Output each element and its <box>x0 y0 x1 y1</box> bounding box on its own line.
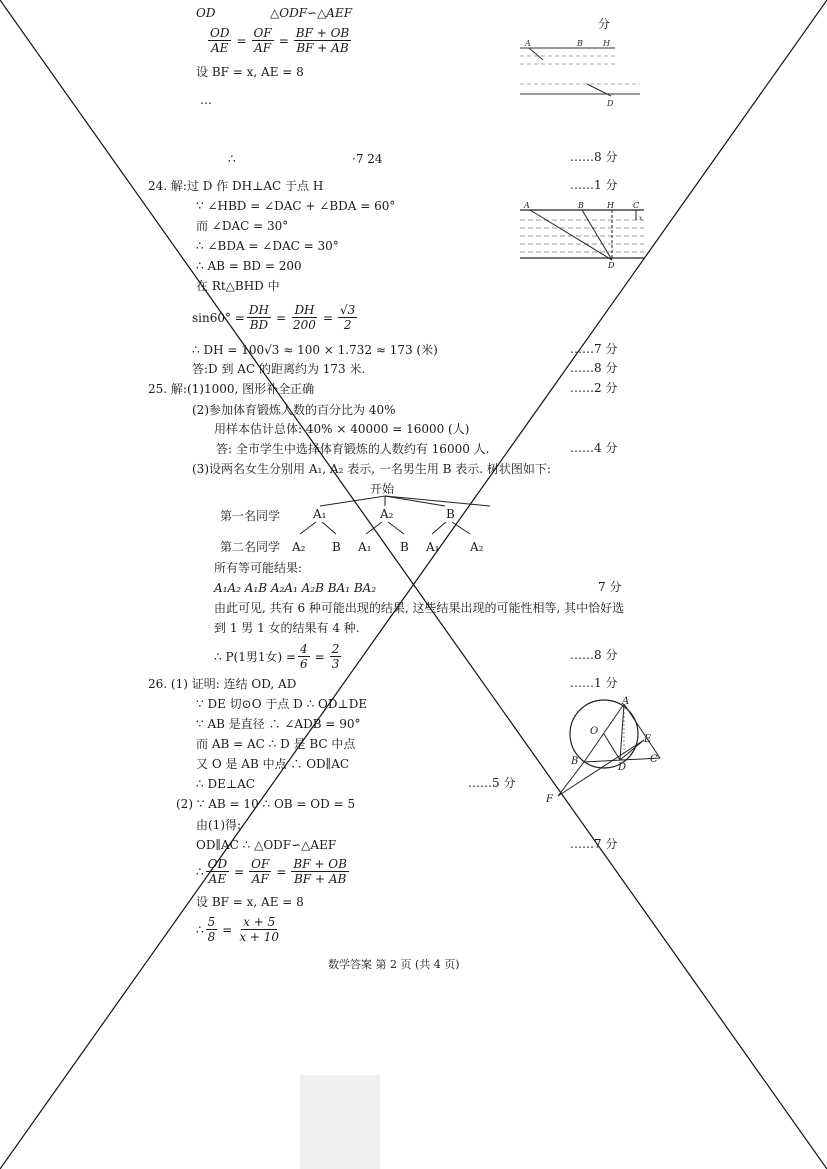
tree-leaf-3: A₁ <box>358 540 372 554</box>
q24-sine-equation: sin60° = $\frac{DH}{BD}$ = $\frac{DH}{200}$ = $\frac{√3}{2}$ <box>192 303 356 332</box>
tree-node-a1: A₁ <box>313 507 327 521</box>
q26-line-1: 26. (1) 证明: 连结 OD, AD <box>148 677 297 691</box>
q24-points-7: ……7 分 <box>570 342 618 356</box>
q26-line-2: ∵ DE 切⊙O 于点 D ∴ OD⊥DE <box>196 697 368 711</box>
q24-line-6: 在 Rt△BHD 中 <box>196 279 280 293</box>
top-fig-b: B <box>577 39 583 48</box>
q25-line-4: 答: 全市学生中选择体育锻炼的人数约有 16000 人. <box>216 442 490 456</box>
q26-fig-f: F <box>546 794 553 805</box>
q24-fig-a: A <box>524 201 530 210</box>
q26-fig-o: O <box>590 726 599 737</box>
tree-node-a2: A₂ <box>380 507 394 521</box>
q25-probability: ∴ P(1男1女) = $\frac{4}{6}$ = $\frac{2}{3}$ <box>214 642 340 671</box>
q25-line-9: 到 1 男 1 女的结果有 4 种. <box>214 621 360 635</box>
q26-points-5: ……5 分 <box>468 776 516 790</box>
q26-proportion: ∴ $\frac{OD}{AE}$ = $\frac{OF}{AF}$ = $\frac{BF + OB}{BF + AB}$ <box>196 857 347 886</box>
top-line-4: … <box>200 93 212 107</box>
tree-row1-label: 第一名同学 <box>220 509 281 523</box>
q24-line-1: 24. 解:过 D 作 DH⊥AC 于点 H <box>148 179 324 193</box>
q26-fig-b: B <box>571 756 579 767</box>
q26-fig-e: E <box>644 734 652 745</box>
tree-node-b: B <box>446 507 455 521</box>
q26-line-5: 又 O 是 AB 中点 ∴ OD∥AC <box>196 757 350 771</box>
q26-line-8: 由(1)得: <box>196 818 242 832</box>
q24-line-5: ∴ AB = BD = 200 <box>196 259 302 273</box>
top-points-8: ……8 分 <box>570 150 618 164</box>
q26-fig-d: D <box>618 762 627 773</box>
top-proportion: $\frac{OD}{AE}$ = $\frac{OF}{AF}$ = $\frac{BF + OB}{BF + AB}$ <box>210 26 350 55</box>
q25-line-2: (2)参加体育锻炼人数的百分比为 40% <box>192 403 396 417</box>
q26-line-11: 设 BF = x, AE = 8 <box>196 895 304 909</box>
q24-line-3: 而 ∠DAC = 30° <box>196 219 289 233</box>
q26-equation: ∴ $\frac{5}{8}$ = $\frac{x + 5}{x + 10}$ <box>196 915 280 944</box>
q24-line-2: ∵ ∠HBD = ∠DAC + ∠BDA = 60° <box>196 199 396 213</box>
tree-row2-label: 第二名同学 <box>220 540 281 554</box>
q25-line-1: 25. 解:(1)1000, 图形补全正确 <box>148 382 315 396</box>
tree-leaf-4: B <box>400 540 409 554</box>
q25-points-4: ……4 分 <box>570 441 618 455</box>
q24-points-8: ……8 分 <box>570 361 618 375</box>
q26-line-4: 而 AB = AC ∴ D 是 BC 中点 <box>196 737 356 751</box>
q25-line-8: 由此可见, 共有 6 种可能出现的结果, 这些结果出现的可能性相等, 其中恰好选 <box>214 601 625 615</box>
tree-leaf-1: A₂ <box>292 540 306 554</box>
q25-points-8: ……8 分 <box>570 648 618 662</box>
tree-leaf-5: A₁ <box>426 540 440 554</box>
q25-results: A₁A₂ A₁B A₂A₁ A₂B BA₁ BA₂ <box>214 581 377 595</box>
tree-leaf-2: B <box>332 540 341 554</box>
q24-line-4: ∴ ∠BDA = ∠DAC = 30° <box>196 239 339 253</box>
q25-line-6: 所有等可能结果: <box>214 561 303 575</box>
top-fig-h: H <box>603 39 610 48</box>
q25-line-5: (3)设两名女生分别用 A₁, A₂ 表示, 一名男生用 B 表示. 树状图如下: <box>192 462 551 476</box>
q24-fig-x: x <box>639 215 643 222</box>
q26-line-9: OD∥AC ∴ △ODF∽△AEF <box>196 838 337 852</box>
top-line-3: 设 BF = x, AE = 8 <box>196 65 304 79</box>
q24-fig-c: C <box>633 201 640 210</box>
top-line-1b: △ODF∽△AEF <box>270 6 353 20</box>
q26-fig-a: A <box>622 696 630 707</box>
q26-line-6: ∴ DE⊥AC <box>196 777 255 791</box>
top-fig-d: D <box>607 99 614 108</box>
q24-fig-b: B <box>578 201 584 210</box>
top-line-5b: ·7 24 <box>352 152 383 166</box>
tree-root: 开始 <box>370 482 395 496</box>
q24-line-8: ∴ DH = 100√3 ≈ 100 × 1.732 ≈ 173 (米) <box>192 343 438 357</box>
q26-points-1: ……1 分 <box>570 676 618 690</box>
q26-line-3: ∵ AB 是直径 ∴ ∠ADB = 90° <box>196 717 361 731</box>
top-points: 分 <box>598 17 611 31</box>
page-footer: 数学答案 第 2 页 (共 4 页) <box>328 958 460 971</box>
q24-line-9: 答:D 到 AC 的距离约为 173 米. <box>192 362 366 376</box>
tree-leaf-6: A₂ <box>470 540 484 554</box>
q26-fig-c: C <box>650 754 658 765</box>
top-line-1: OD <box>196 6 216 20</box>
q24-fig-d: D <box>608 261 615 270</box>
top-line-5a: ∴ <box>228 152 236 166</box>
q24-points-1: ……1 分 <box>570 178 618 192</box>
top-fig-a: A <box>525 39 531 48</box>
q25-line-3: 用样本估计总体: 40% × 40000 = 16000 (人) <box>214 422 470 436</box>
q25-points-2: ……2 分 <box>570 381 618 395</box>
q26-line-7: (2) ∵ AB = 10 ∴ OB = OD = 5 <box>176 797 356 811</box>
q26-points-7: ……7 分 <box>570 837 618 851</box>
q25-points-7: 7 分 <box>598 580 622 594</box>
q24-fig-h: H <box>607 201 614 210</box>
